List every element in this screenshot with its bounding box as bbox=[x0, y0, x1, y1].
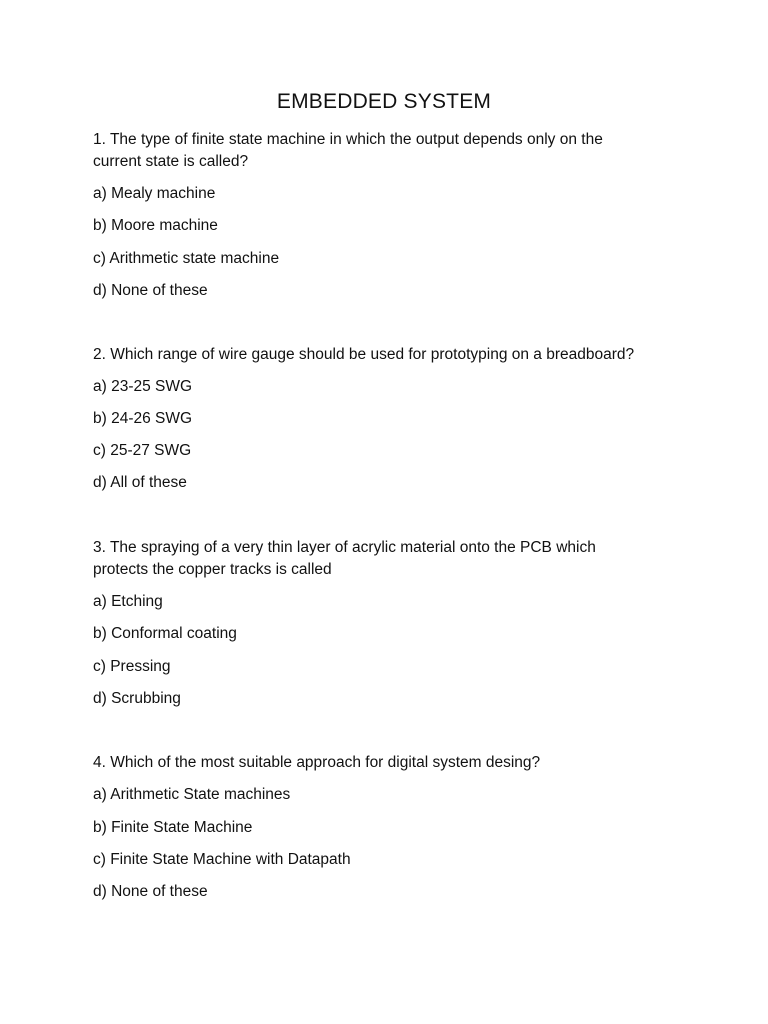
question-3-text-line-1: 3. The spraying of a very thin layer of acrylic material onto the PCB which bbox=[93, 539, 596, 556]
question-2-option-c: c) 25-27 SWG bbox=[93, 442, 192, 459]
question-4-option-a: a) Arithmetic State machines bbox=[93, 786, 291, 803]
question-4-text-line-1: 4. Which of the most suitable approach for digital system desing? bbox=[93, 754, 541, 771]
question-3-option-b: b) Conformal coating bbox=[93, 625, 237, 642]
question-4-option-d: d) None of these bbox=[93, 883, 208, 900]
question-4-option-c: c) Finite State Machine with Datapath bbox=[93, 851, 351, 868]
question-2-option-b: b) 24-26 SWG bbox=[93, 410, 193, 427]
question-1-option-d: d) None of these bbox=[93, 282, 208, 299]
question-1-option-b: b) Moore machine bbox=[93, 217, 218, 234]
question-2-option-a: a) 23-25 SWG bbox=[93, 378, 193, 395]
question-1-text-line-2: current state is called? bbox=[93, 153, 249, 170]
question-1-text-line-1: 1. The type of finite state machine in which the output depends only on the bbox=[93, 131, 603, 148]
question-2-option-d: d) All of these bbox=[93, 474, 187, 491]
page-title: EMBEDDED SYSTEM bbox=[276, 90, 492, 113]
question-3-option-d: d) Scrubbing bbox=[93, 690, 181, 707]
question-4-option-b: b) Finite State Machine bbox=[93, 819, 253, 836]
question-3-option-a: a) Etching bbox=[93, 593, 163, 610]
question-3-option-c: c) Pressing bbox=[93, 658, 171, 675]
question-1-option-c: c) Arithmetic state machine bbox=[93, 250, 280, 267]
question-3-text-line-2: protects the copper tracks is called bbox=[93, 561, 332, 578]
question-2-text-line-1: 2. Which range of wire gauge should be used for prototyping on a breadboard? bbox=[93, 346, 635, 363]
question-1-option-a: a) Mealy machine bbox=[93, 185, 216, 202]
